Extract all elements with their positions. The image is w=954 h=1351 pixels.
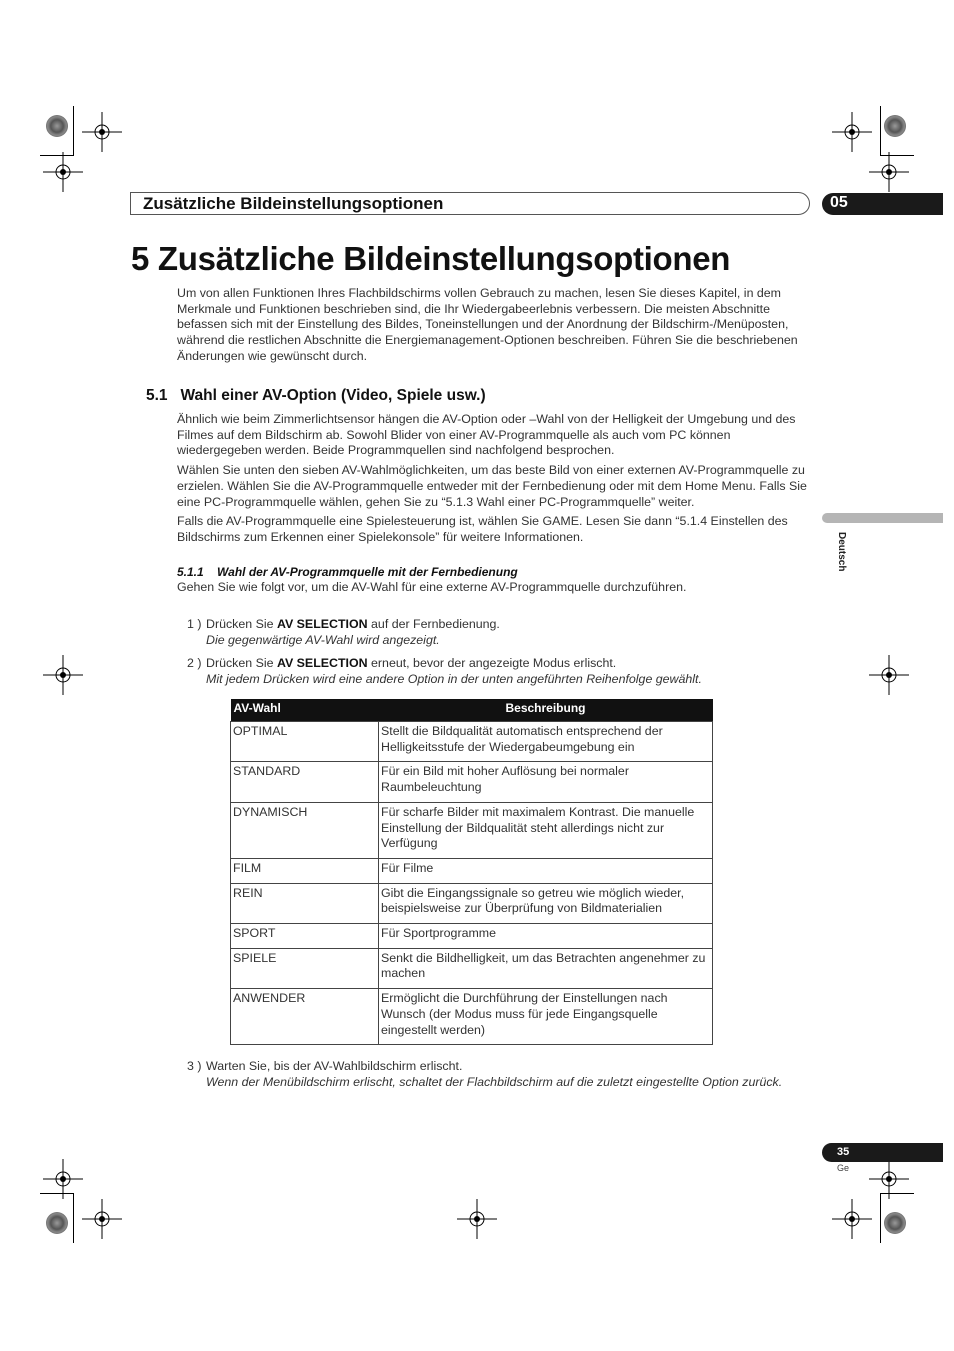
registration-mark-icon (869, 1159, 909, 1199)
table-cell-description: Für Sportprogramme (379, 924, 713, 949)
section-paragraph: Ähnlich wie beim Zimmerlichtsensor hängen die AV-Option oder –Wahl von der Helligkeit der Umgebung und des Filmes auf dem Bildschirm ab. Sowohl Blider von einer AV-Programmquelle als auch vom PC können wiedergegeben werden. Beide Programmquellen sind nachfolgend besprochen. (177, 412, 796, 458)
crop-line (73, 1193, 74, 1243)
section-paragraph: Wählen Sie unten den sieben AV-Wahlmöglichkeiten, um das beste Bild von einer externen AV-Programmquelle zu erzielen. Wählen Sie die AV-Programmquelle entweder mit der Fernbedienung oder mit dem Home Menu. Falls Sie eine PC-Programmquelle wählen, gehen Sie zu “5.1.3 Wahl einer PC-Programmquelle” weiter. (177, 463, 807, 509)
registration-mark-icon (82, 112, 122, 152)
step-result: Mit jedem Drücken wird eine andere Option in der unten angeführten Reihenfolge gewählt. (206, 671, 702, 686)
table-cell-mode: ANWENDER (231, 989, 379, 1045)
table-row (231, 858, 713, 883)
table-cell-mode: DYNAMISCH (231, 802, 379, 858)
table-cell-description: Für ein Bild mit hoher Auflösung bei normaler Raumbeleuchtung (379, 762, 713, 802)
crop-line (73, 106, 74, 156)
table-cell-mode: OPTIMAL (231, 722, 379, 762)
language-label-wrap (836, 532, 850, 582)
step-text: Drücken Sie (206, 617, 277, 631)
step-item (187, 617, 500, 648)
chapter-intro (177, 286, 817, 369)
step-text: erneut, bevor der angezeigte Modus erlischt. (367, 656, 617, 670)
table-cell-description: Gibt die Eingangssignale so getreu wie möglich wieder, beispielsweise zur Überprüfung von Bildmaterialien (379, 883, 713, 923)
section-body (177, 412, 817, 550)
table-cell-description: Ermöglicht die Durchführung der Einstellungen nach Wunsch (der Modus muss für jede Eingangsquelle eingestellt werden) (379, 989, 713, 1045)
crop-line (880, 1193, 881, 1243)
color-rosette-top-right (884, 115, 906, 137)
chapter-title: 5 Zusätzliche Bildeinstellungsoptionen (131, 240, 731, 277)
step-key: AV SELECTION (276, 656, 368, 670)
color-rosette-bottom-right (884, 1212, 906, 1234)
step-result: Wenn der Menübildschirm erlischt, schaltet der Flachbildschirm auf die zuletzt eingestellte Option zurück. (206, 1074, 783, 1089)
language-label: Deutsch (836, 532, 847, 572)
table-cell-mode: SPORT (231, 924, 379, 949)
table-row (231, 989, 713, 1045)
step-result: Die gegenwärtige AV-Wahl wird angezeigt. (206, 632, 440, 647)
table-cell-mode: REIN (231, 883, 379, 923)
running-header-title: Zusätzliche Bildeinstellungsoptionen (143, 194, 444, 213)
registration-mark-icon (869, 655, 909, 695)
section-heading (146, 387, 486, 405)
table-cell-description: Für scharfe Bilder mit maximalem Kontrast. Die manuelle Einstellung der Bildqualität steht allerdings nicht zur Verfügung (379, 802, 713, 858)
table-row (231, 722, 713, 762)
table-cell-description: Für Filme (379, 858, 713, 883)
language-tab (822, 513, 943, 523)
step-number: 3 ) (187, 1059, 202, 1073)
registration-mark-icon (43, 655, 83, 695)
step-text: auf der Fernbedienung. (367, 617, 500, 631)
table-row (231, 802, 713, 858)
step-key: AV SELECTION (276, 617, 368, 631)
step-item (187, 1059, 782, 1090)
registration-mark-icon (457, 1199, 497, 1239)
step-text: Warten Sie, bis der AV-Wahlbildschirm erlischt. (206, 1059, 463, 1073)
registration-mark-icon (832, 112, 872, 152)
chapter-number: 05 (830, 194, 848, 211)
registration-mark-icon (43, 1159, 83, 1199)
section-paragraph: Falls die AV-Programmquelle eine Spielesteuerung ist, wählen Sie GAME. Lesen Sie dann “5.1.4 Einstellen des Bildschirms zum Erkennen einer Spielekonsole” für weitere Informationen. (177, 514, 788, 544)
table-row (231, 924, 713, 949)
subsection-title: Wahl der AV-Programmquelle mit der Fernbedienung (217, 565, 518, 579)
running-header (130, 192, 810, 215)
chapter-number-badge (822, 193, 943, 215)
step-item (187, 656, 702, 687)
page-number: 35 (837, 1146, 850, 1158)
registration-mark-icon (43, 152, 83, 192)
intro-paragraph: Um von allen Funktionen Ihres Flachbildschirms vollen Gebrauch zu machen, lesen Sie dieses Kapitel, in dem Merkmale und Funktionen beschrieben sind, die Ihr Wiedergabeerlebnis verbessern. Die meisten Abschnitte befassen sich mit der Einstellung des Bildes, Toneinstellungen und der Anordnung der Bildschirm-/Menüposten, während die restlichen Abschnitte die Energiemanagement-Optionen beschreiben. Führen Sie die beschriebenen Änderungen wie gewünscht durch. (177, 286, 798, 363)
step-text: Drücken Sie (206, 656, 277, 670)
table-row (231, 948, 713, 988)
table-header-mode: AV-Wahl (231, 699, 379, 722)
color-rosette-top-left (46, 115, 68, 137)
color-rosette-bottom-left (46, 1212, 68, 1234)
registration-mark-icon (832, 1199, 872, 1239)
subsection-number: 5.1.1 (177, 565, 204, 579)
table-row (231, 883, 713, 923)
table-cell-description: Senkt die Bildhelligkeit, um das Betrachten angenehmer zu machen (379, 948, 713, 988)
section-number: 5.1 (146, 387, 168, 404)
av-selection-table (230, 699, 713, 1045)
table-cell-mode: SPIELE (231, 948, 379, 988)
registration-mark-icon (869, 152, 909, 192)
table-cell-mode: STANDARD (231, 762, 379, 802)
step-number: 2 ) (187, 656, 202, 670)
step-number: 1 ) (187, 617, 202, 631)
table-header-row (231, 699, 713, 722)
table-row (231, 762, 713, 802)
crop-line (880, 106, 881, 156)
page-language-code: Ge (837, 1163, 850, 1173)
table-header-description: Beschreibung (379, 699, 713, 722)
subsection-heading (177, 565, 518, 579)
section-title: Wahl einer AV-Option (Video, Spiele usw.) (180, 387, 486, 404)
subsection-intro: Gehen Sie wie folgt vor, um die AV-Wahl für eine externe AV-Programmquelle durchzuführen. (177, 580, 687, 594)
page-number-badge (822, 1143, 943, 1162)
table-cell-description: Stellt die Bildqualität automatisch entsprechend der Helligkeitsstufe der Wiedergabeumgebung ein (379, 722, 713, 762)
table-cell-mode: FILM (231, 858, 379, 883)
registration-mark-icon (82, 1199, 122, 1239)
